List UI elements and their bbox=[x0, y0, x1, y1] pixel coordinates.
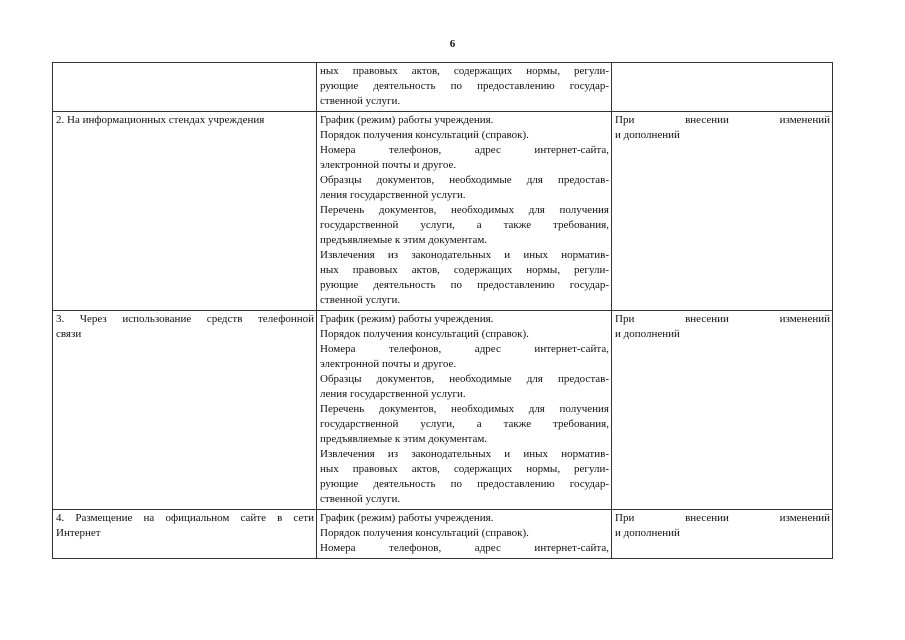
text-line: ления государственной услуги. bbox=[320, 388, 466, 400]
table-row bbox=[53, 510, 833, 559]
text-line: ления государственной услуги. bbox=[320, 189, 466, 201]
text-line: Порядок получения консультаций (справок). bbox=[320, 129, 529, 141]
text-line: электронной почты и другое. bbox=[320, 358, 457, 370]
text-line: рующие деятельность по предоставлению государ- bbox=[320, 478, 609, 490]
text-line: рующие деятельность по предоставлению государ- bbox=[320, 80, 609, 92]
info-cell bbox=[317, 510, 612, 559]
text-line: электронной почты и другое. bbox=[320, 159, 457, 171]
text-line: ственной услуги. bbox=[320, 95, 401, 107]
text-line: График (режим) работы учреждения. bbox=[320, 114, 494, 126]
info-cell bbox=[317, 112, 612, 311]
text-line: Номера телефонов, адрес интернет-сайта, bbox=[320, 343, 609, 355]
text-line: Извлечения из законодательных и иных норматив- bbox=[320, 448, 609, 460]
method-cell bbox=[53, 63, 317, 112]
text-line: и дополнений bbox=[615, 527, 680, 539]
text-line: При внесении изменений bbox=[615, 114, 830, 126]
method-cell bbox=[53, 311, 317, 510]
text-line: 4. Размещение на официальном сайте в сети bbox=[56, 512, 314, 524]
info-cell bbox=[317, 63, 612, 112]
text-line: Перечень документов, необходимых для получения bbox=[320, 403, 609, 415]
text-line: связи bbox=[56, 328, 82, 340]
method-cell bbox=[53, 510, 317, 559]
text-line: Образцы документов, необходимые для предостав- bbox=[320, 174, 609, 186]
text-line: государственной услуги, а также требования, bbox=[320, 418, 609, 430]
text-line: Номера телефонов, адрес интернет-сайта, bbox=[320, 144, 609, 156]
text-line: При внесении изменений bbox=[615, 313, 830, 325]
text-line: Образцы документов, необходимые для предостав- bbox=[320, 373, 609, 385]
text-line: государственной услуги, а также требования, bbox=[320, 219, 609, 231]
method-cell bbox=[53, 112, 317, 311]
table-row bbox=[53, 311, 833, 510]
text-line: При внесении изменений bbox=[615, 512, 830, 524]
timing-cell bbox=[612, 311, 833, 510]
page-number: 6 bbox=[449, 38, 456, 50]
text-line: и дополнений bbox=[615, 129, 680, 141]
table-row bbox=[53, 112, 833, 311]
text-line: Интернет bbox=[56, 527, 101, 539]
info-methods-table bbox=[52, 62, 833, 559]
table-body bbox=[53, 63, 833, 559]
text-line: График (режим) работы учреждения. bbox=[320, 313, 494, 325]
table-row bbox=[53, 63, 833, 112]
text-line: 3. Через использование средств телефонной bbox=[56, 313, 314, 325]
text-line: предъявляемые к этим документам. bbox=[320, 433, 488, 445]
timing-cell bbox=[612, 63, 833, 112]
text-line: Порядок получения консультаций (справок). bbox=[320, 527, 529, 539]
text-line: предъявляемые к этим документам. bbox=[320, 234, 488, 246]
text-line: ных правовых актов, содержащих нормы, регули- bbox=[320, 463, 609, 475]
text-line: Извлечения из законодательных и иных норматив- bbox=[320, 249, 609, 261]
text-line: 2. На информационных стендах учреждения bbox=[56, 114, 265, 126]
text-line: Перечень документов, необходимых для получения bbox=[320, 204, 609, 216]
text-line: Порядок получения консультаций (справок). bbox=[320, 328, 529, 340]
text-line: Номера телефонов, адрес интернет-сайта, bbox=[320, 542, 609, 554]
timing-cell bbox=[612, 510, 833, 559]
text-line: График (режим) работы учреждения. bbox=[320, 512, 494, 524]
text-line: ственной услуги. bbox=[320, 493, 401, 505]
info-cell bbox=[317, 311, 612, 510]
text-line: ных правовых актов, содержащих нормы, регули- bbox=[320, 65, 609, 77]
text-line: ственной услуги. bbox=[320, 294, 401, 306]
timing-cell bbox=[612, 112, 833, 311]
text-line: и дополнений bbox=[615, 328, 680, 340]
text-line: ных правовых актов, содержащих нормы, регули- bbox=[320, 264, 609, 276]
text-line: рующие деятельность по предоставлению государ- bbox=[320, 279, 609, 291]
